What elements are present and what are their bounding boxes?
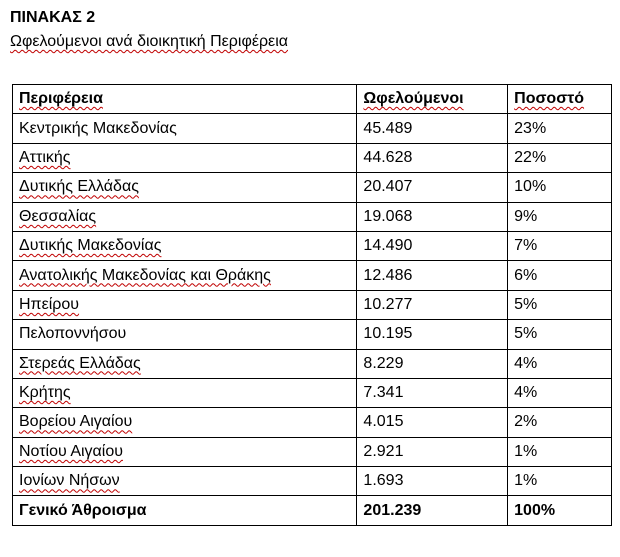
cell-region: Δυτικής Μακεδονίας — [13, 231, 357, 260]
table-row — [13, 173, 612, 202]
cell-beneficiaries: 44.628 — [357, 143, 508, 172]
table-row — [13, 349, 612, 378]
cell-beneficiaries: 19.068 — [357, 202, 508, 231]
header-region: Περιφέρεια — [13, 85, 357, 114]
cell-region: Πελοποννήσου — [13, 320, 357, 349]
cell-region: Κεντρικής Μακεδονίας — [13, 114, 357, 143]
cell-total-percent: 100% — [508, 496, 612, 525]
cell-region: Βορείου Αιγαίου — [13, 408, 357, 437]
cell-percent: 4% — [508, 378, 612, 407]
cell-percent: 5% — [508, 320, 612, 349]
table-row — [13, 437, 612, 466]
table-row — [13, 114, 612, 143]
header-percent: Ποσοστό — [508, 85, 612, 114]
table-row — [13, 290, 612, 319]
cell-percent: 2% — [508, 408, 612, 437]
cell-percent: 22% — [508, 143, 612, 172]
cell-percent: 5% — [508, 290, 612, 319]
cell-region: Δυτικής Ελλάδας — [13, 173, 357, 202]
cell-beneficiaries: 10.277 — [357, 290, 508, 319]
table-row — [13, 202, 612, 231]
table-row — [13, 467, 612, 496]
cell-percent: 7% — [508, 231, 612, 260]
cell-beneficiaries: 12.486 — [357, 261, 508, 290]
table-row — [13, 408, 612, 437]
cell-total-beneficiaries: 201.239 — [357, 496, 508, 525]
cell-beneficiaries: 10.195 — [357, 320, 508, 349]
cell-percent: 1% — [508, 467, 612, 496]
beneficiaries-table — [12, 84, 612, 526]
header-beneficiaries: Ωφελούμενοι — [357, 85, 508, 114]
table-row — [13, 143, 612, 172]
cell-percent: 10% — [508, 173, 612, 202]
table-row — [13, 261, 612, 290]
cell-region: Στερεάς Ελλάδας — [13, 349, 357, 378]
table-row — [13, 231, 612, 260]
cell-region: Ιονίων Νήσων — [13, 467, 357, 496]
cell-beneficiaries: 14.490 — [357, 231, 508, 260]
cell-beneficiaries: 1.693 — [357, 467, 508, 496]
cell-region: Θεσσαλίας — [13, 202, 357, 231]
cell-region: Αττικής — [13, 143, 357, 172]
cell-beneficiaries: 7.341 — [357, 378, 508, 407]
table-row — [13, 320, 612, 349]
cell-beneficiaries: 8.229 — [357, 349, 508, 378]
cell-percent: 23% — [508, 114, 612, 143]
cell-percent: 6% — [508, 261, 612, 290]
cell-region: Νοτίου Αιγαίου — [13, 437, 357, 466]
cell-percent: 9% — [508, 202, 612, 231]
cell-beneficiaries: 2.921 — [357, 437, 508, 466]
table-row — [13, 378, 612, 407]
table-header-row — [13, 85, 612, 114]
document-subtitle: Ωφελούμενοι ανά διοικητική Περιφέρεια — [10, 33, 288, 50]
table-total-row — [13, 496, 612, 525]
cell-region: Ανατολικής Μακεδονίας και Θράκης — [13, 261, 357, 290]
document-title: ΠΙΝΑΚΑΣ 2 — [10, 9, 96, 26]
cell-beneficiaries: 20.407 — [357, 173, 508, 202]
cell-percent: 4% — [508, 349, 612, 378]
cell-region: Ηπείρου — [13, 290, 357, 319]
cell-percent: 1% — [508, 437, 612, 466]
cell-beneficiaries: 4.015 — [357, 408, 508, 437]
cell-total-label: Γενικό Άθροισμα — [13, 496, 357, 525]
cell-region: Κρήτης — [13, 378, 357, 407]
cell-beneficiaries: 45.489 — [357, 114, 508, 143]
